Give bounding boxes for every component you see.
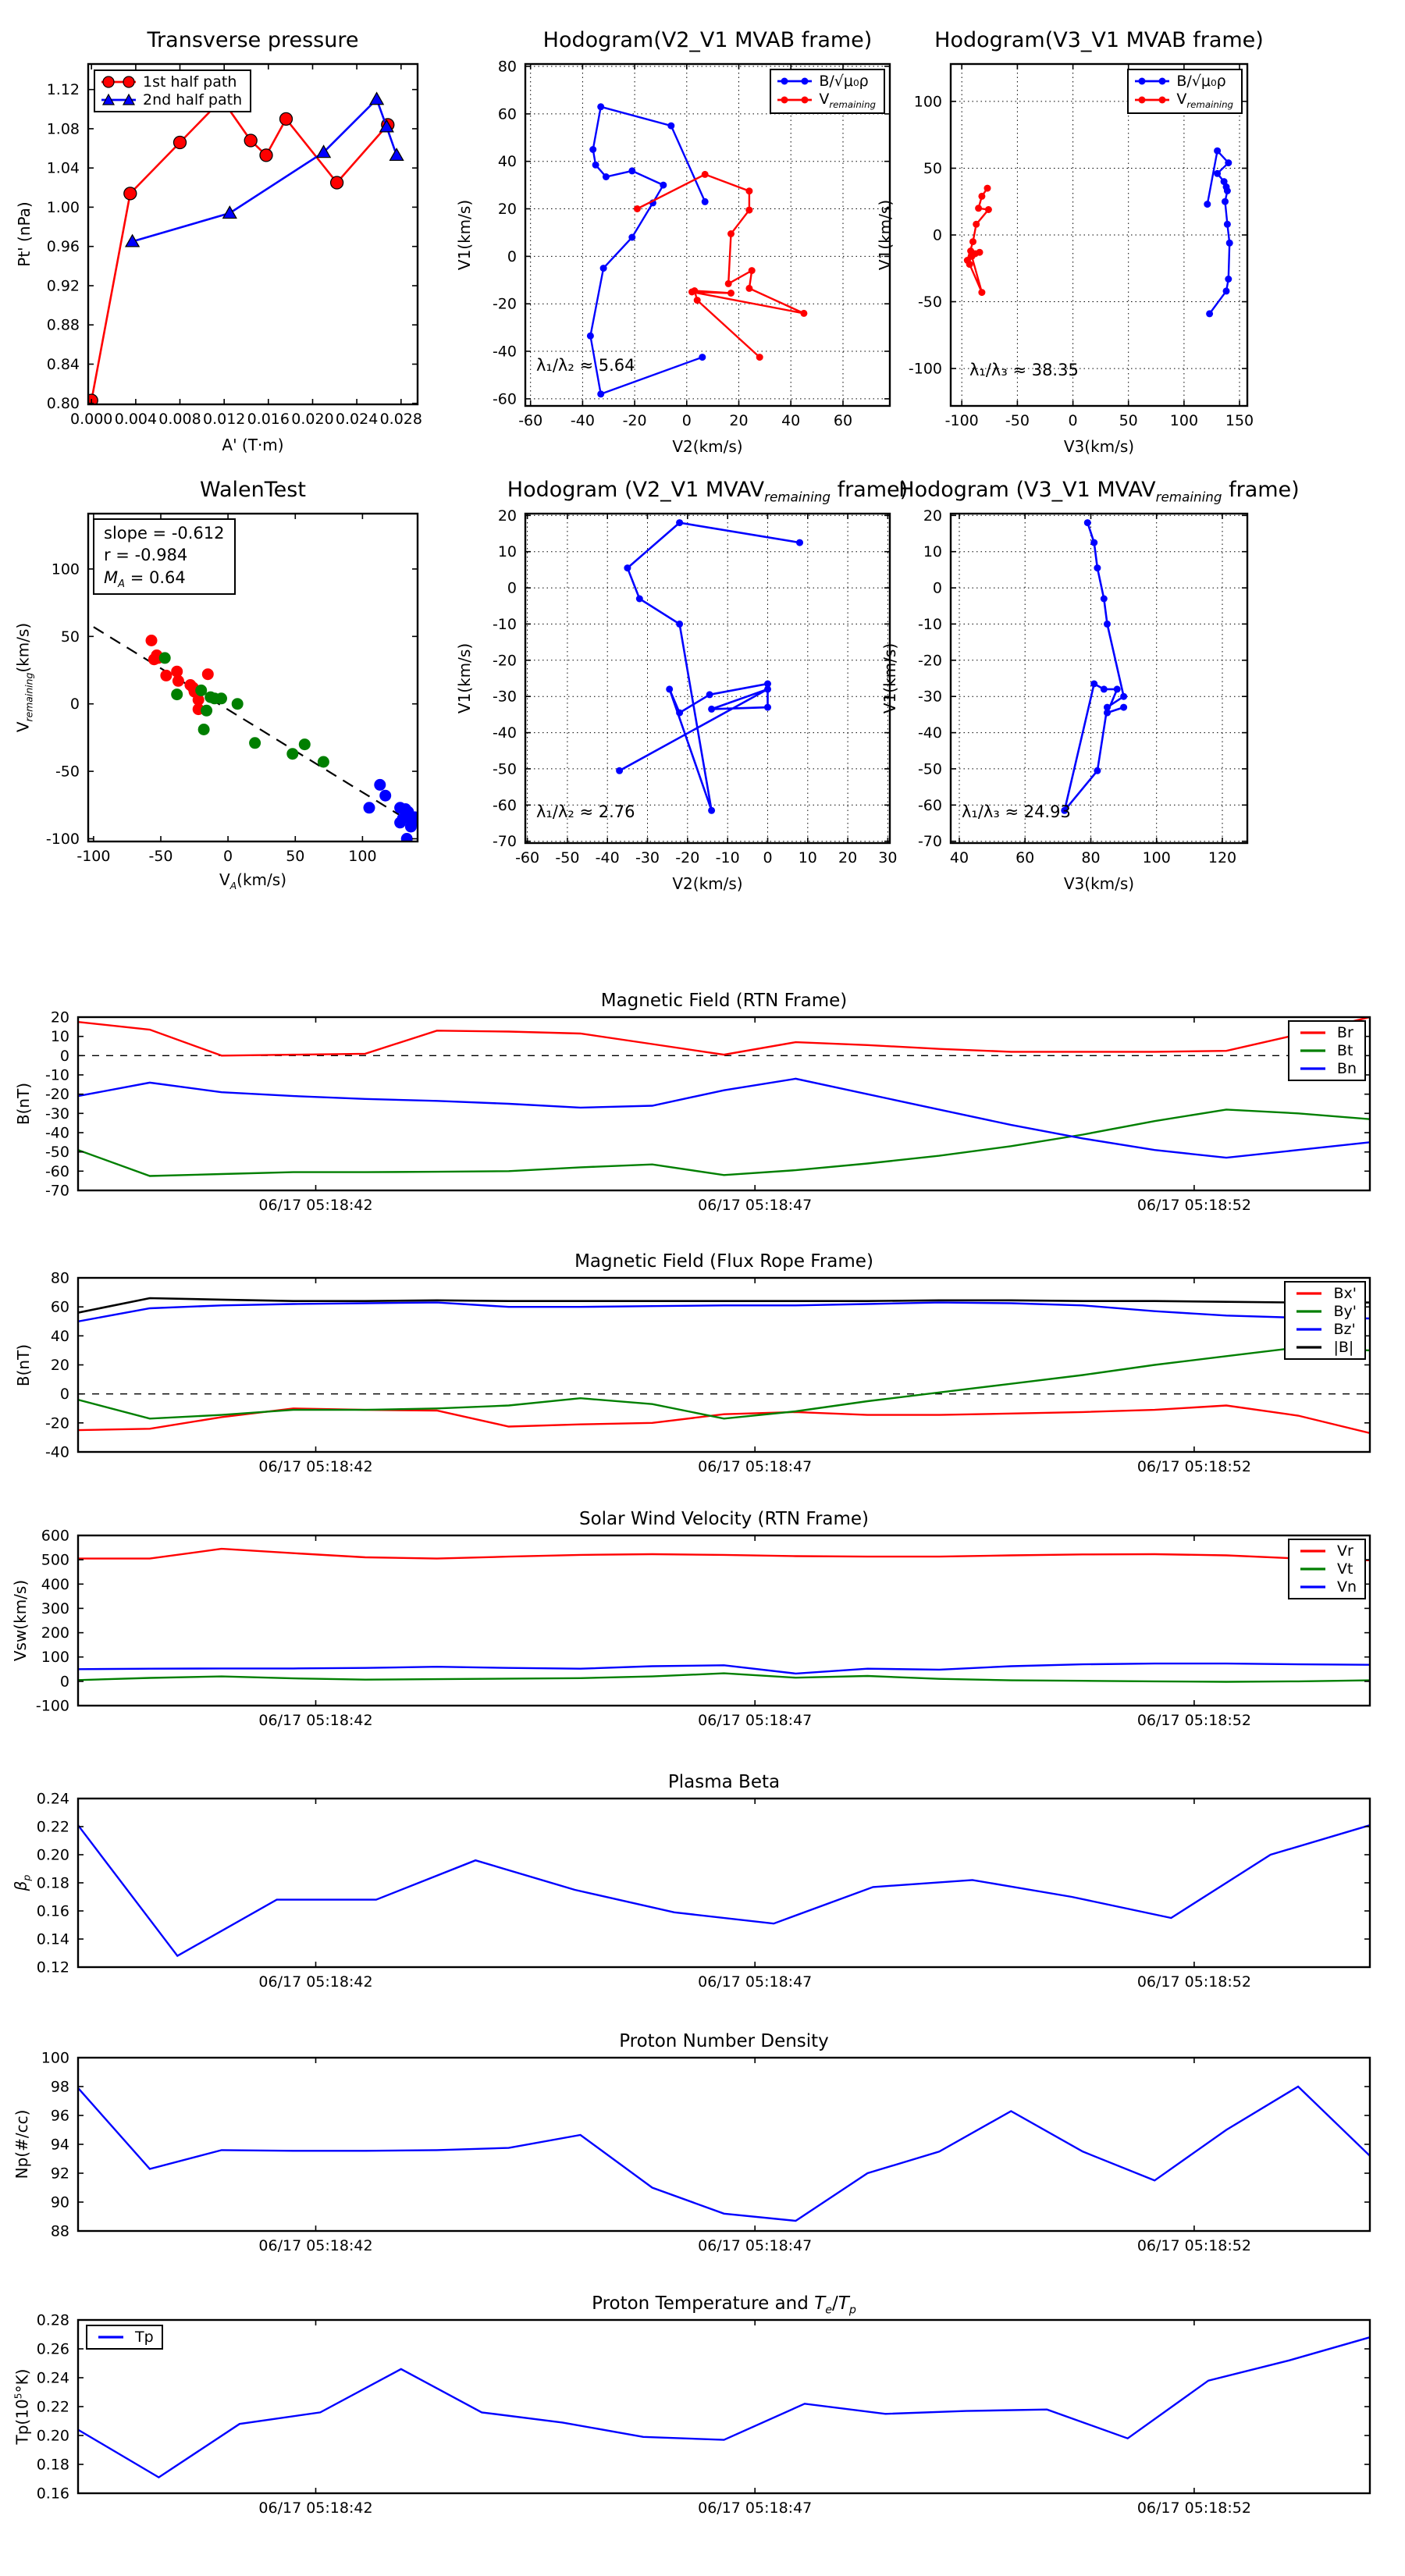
svg-text:-50: -50 bbox=[1005, 412, 1030, 429]
svg-text:100: 100 bbox=[1142, 849, 1171, 866]
legend-line-sample bbox=[1290, 1304, 1328, 1318]
svg-text:-20: -20 bbox=[917, 652, 942, 670]
svg-text:-100: -100 bbox=[908, 360, 942, 378]
x-axis-label: A' (T·m) bbox=[222, 436, 284, 454]
svg-text:0: 0 bbox=[681, 412, 692, 429]
svg-text:100: 100 bbox=[348, 848, 377, 865]
panel-hodogram-v3v1-mvav bbox=[880, 478, 1300, 893]
svg-text:-100: -100 bbox=[35, 1697, 69, 1715]
svg-text:90: 90 bbox=[50, 2194, 69, 2211]
svg-text:50: 50 bbox=[60, 628, 80, 646]
legend-label: B/√μ₀ρ bbox=[819, 73, 869, 90]
svg-text:-70: -70 bbox=[44, 1182, 69, 1200]
walen-stats-box bbox=[93, 518, 236, 595]
svg-text:0.12: 0.12 bbox=[36, 1959, 69, 1976]
legend-line-sample bbox=[1294, 1562, 1332, 1576]
legend-line-sample bbox=[1133, 74, 1171, 88]
svg-text:0: 0 bbox=[932, 579, 942, 597]
svg-text:94: 94 bbox=[50, 2136, 69, 2154]
y-axis-label bbox=[14, 623, 35, 732]
svg-text:60: 60 bbox=[50, 1298, 69, 1316]
panel-title: Proton Number Density bbox=[619, 2031, 829, 2051]
svg-text:-40: -40 bbox=[570, 412, 595, 429]
legend bbox=[94, 69, 251, 112]
ylabel-rest: (km/s) bbox=[13, 622, 33, 673]
legend-line-sample bbox=[1294, 1044, 1332, 1058]
svg-text:0.18: 0.18 bbox=[36, 1874, 69, 1892]
svg-text:100: 100 bbox=[41, 2049, 69, 2067]
svg-text:0: 0 bbox=[1068, 412, 1078, 429]
svg-text:-50: -50 bbox=[917, 294, 942, 311]
svg-text:-50: -50 bbox=[555, 849, 580, 866]
panel-title: Magnetic Field (RTN Frame) bbox=[600, 991, 848, 1011]
legend-label: Vt bbox=[1336, 1560, 1353, 1578]
svg-text:06/17 05:18:42: 06/17 05:18:42 bbox=[258, 1973, 373, 1991]
xlabel-sub: A bbox=[229, 880, 237, 891]
legend-item bbox=[1290, 1339, 1357, 1356]
legend-item bbox=[1294, 1042, 1357, 1059]
svg-text:06/17 05:18:52: 06/17 05:18:52 bbox=[1136, 1712, 1251, 1729]
svg-text:0.004: 0.004 bbox=[114, 411, 158, 428]
svg-text:-60: -60 bbox=[492, 796, 517, 814]
y-axis-label: $\beta_p$ bbox=[11, 1874, 33, 1891]
svg-text:06/17 05:18:47: 06/17 05:18:47 bbox=[698, 2500, 813, 2517]
svg-text:20: 20 bbox=[729, 412, 749, 429]
svg-text:-20: -20 bbox=[675, 849, 700, 866]
hodogram-v3v1-mvav-plot bbox=[917, 507, 1247, 866]
svg-text:0.008: 0.008 bbox=[158, 411, 201, 428]
stat-ma: $M_A = 0.64$ bbox=[104, 568, 186, 590]
svg-text:0: 0 bbox=[763, 849, 773, 866]
svg-text:0.26: 0.26 bbox=[36, 2340, 69, 2358]
legend-line-sample bbox=[92, 2330, 130, 2344]
legend-label: Bz' bbox=[1333, 1321, 1356, 1338]
ylabel-sub: remaining bbox=[23, 672, 35, 722]
legend-item bbox=[1290, 1285, 1357, 1302]
svg-text:06/17 05:18:47: 06/17 05:18:47 bbox=[698, 1458, 813, 1475]
svg-text:60: 60 bbox=[833, 412, 853, 429]
svg-text:-40: -40 bbox=[492, 343, 517, 361]
svg-text:0.000: 0.000 bbox=[69, 411, 113, 428]
svg-text:20: 20 bbox=[497, 507, 517, 525]
legend-label: Bx' bbox=[1333, 1285, 1357, 1302]
legend-label: Vr bbox=[1336, 1542, 1353, 1560]
svg-text:0: 0 bbox=[69, 696, 80, 713]
y-axis-label: V1(km/s) bbox=[880, 642, 899, 714]
legend bbox=[770, 69, 885, 114]
svg-text:96: 96 bbox=[50, 2107, 69, 2125]
panel-title: Hodogram (V3_V1 $MVAV_{remaining}$ frame) bbox=[898, 478, 1300, 505]
svg-text:10: 10 bbox=[50, 1028, 69, 1046]
legend-item bbox=[776, 91, 876, 110]
svg-text:0: 0 bbox=[507, 579, 517, 597]
legend-line-sample bbox=[1294, 1026, 1332, 1040]
svg-text:98: 98 bbox=[50, 2078, 69, 2096]
svg-text:20: 20 bbox=[497, 201, 517, 218]
xlabel-rest: (km/s) bbox=[237, 870, 286, 889]
legend-line-sample bbox=[1294, 1580, 1332, 1594]
svg-text:60: 60 bbox=[1016, 849, 1035, 866]
svg-text:0.88: 0.88 bbox=[46, 316, 80, 334]
svg-text:06/17 05:18:52: 06/17 05:18:52 bbox=[1136, 1197, 1251, 1214]
svg-text:100: 100 bbox=[51, 560, 80, 578]
svg-text:1.00: 1.00 bbox=[46, 198, 80, 216]
svg-text:92: 92 bbox=[50, 2165, 69, 2183]
legend-label: Bt bbox=[1336, 1042, 1353, 1059]
solar-wind-velocity-plot bbox=[35, 1527, 1370, 1729]
svg-text:06/17 05:18:47: 06/17 05:18:47 bbox=[698, 1197, 813, 1214]
legend-item bbox=[1294, 1542, 1357, 1560]
svg-text:88: 88 bbox=[50, 2222, 69, 2240]
svg-text:-30: -30 bbox=[635, 849, 660, 866]
svg-text:0.22: 0.22 bbox=[36, 2398, 69, 2416]
legend bbox=[1284, 1281, 1366, 1360]
legend-item bbox=[1290, 1303, 1357, 1320]
panel-title: Solar Wind Velocity (RTN Frame) bbox=[578, 1509, 870, 1529]
panel-title: Proton Temperature and $T_e/T_p$ bbox=[592, 2293, 856, 2317]
svg-text:0.16: 0.16 bbox=[36, 2485, 69, 2503]
legend bbox=[86, 2325, 163, 2350]
svg-text:0.80: 0.80 bbox=[46, 395, 80, 413]
svg-text:06/17 05:18:42: 06/17 05:18:42 bbox=[258, 1458, 373, 1475]
svg-text:-70: -70 bbox=[492, 833, 517, 851]
svg-text:06/17 05:18:42: 06/17 05:18:42 bbox=[258, 1197, 373, 1214]
stat-slope: slope = -0.612 bbox=[104, 524, 225, 543]
svg-text:-100: -100 bbox=[76, 848, 111, 865]
svg-text:-10: -10 bbox=[44, 1066, 69, 1084]
legend-label: |B| bbox=[1333, 1339, 1354, 1356]
legend-line-sample bbox=[776, 93, 813, 107]
legend-item bbox=[100, 73, 242, 91]
svg-text:120: 120 bbox=[1208, 849, 1237, 866]
svg-text:06/17 05:18:52: 06/17 05:18:52 bbox=[1136, 1973, 1251, 1991]
proton-temperature-plot bbox=[36, 2311, 1370, 2517]
y-axis-label: Pt' (nPa) bbox=[15, 201, 34, 267]
legend-line-sample bbox=[100, 93, 137, 107]
svg-text:-30: -30 bbox=[44, 1105, 69, 1123]
svg-text:0: 0 bbox=[932, 226, 942, 244]
svg-text:0.28: 0.28 bbox=[36, 2311, 69, 2329]
stat-r: r = -0.984 bbox=[104, 546, 188, 565]
svg-text:-20: -20 bbox=[44, 1086, 69, 1104]
svg-text:-20: -20 bbox=[492, 652, 517, 670]
panel-title: Hodogram(V2_V1 MVAB frame) bbox=[542, 28, 873, 52]
svg-text:0: 0 bbox=[59, 1673, 69, 1691]
svg-text:0.20: 0.20 bbox=[36, 2427, 69, 2445]
svg-text:30: 30 bbox=[878, 849, 898, 866]
svg-text:06/17 05:18:42: 06/17 05:18:42 bbox=[258, 2500, 373, 2517]
y-axis-label: $Tp(10^5^\circ K)$ bbox=[12, 2368, 32, 2445]
svg-text:600: 600 bbox=[41, 1527, 69, 1545]
panel-proton-temperature bbox=[12, 2293, 1370, 2517]
svg-text:1.12: 1.12 bbox=[46, 81, 80, 99]
x-axis-label bbox=[88, 870, 418, 891]
legend-item bbox=[1133, 91, 1233, 110]
svg-text:06/17 05:18:52: 06/17 05:18:52 bbox=[1136, 2500, 1251, 2517]
legend bbox=[1288, 1020, 1366, 1081]
hodogram-v3v1-mvab-plot bbox=[908, 64, 1254, 429]
y-axis-label: B(nT) bbox=[14, 1343, 33, 1386]
svg-text:-50: -50 bbox=[55, 763, 80, 781]
svg-text:400: 400 bbox=[41, 1575, 69, 1593]
legend-line-sample bbox=[776, 74, 813, 88]
svg-text:0: 0 bbox=[59, 1047, 69, 1065]
svg-text:20: 20 bbox=[50, 1357, 69, 1374]
svg-text:0.92: 0.92 bbox=[46, 277, 80, 295]
svg-text:-60: -60 bbox=[518, 412, 543, 429]
panel-proton-density bbox=[12, 2031, 1370, 2254]
panel-walen-test bbox=[13, 478, 418, 891]
svg-text:150: 150 bbox=[1225, 412, 1254, 429]
svg-text:-60: -60 bbox=[44, 1162, 69, 1180]
svg-text:-100: -100 bbox=[45, 831, 80, 848]
panel-title: Magnetic Field (Flux Rope Frame) bbox=[574, 1251, 873, 1272]
legend-item bbox=[1290, 1321, 1357, 1338]
legend-line-sample bbox=[1294, 1544, 1332, 1558]
panel-hodogram-v2v1-mvav bbox=[455, 478, 909, 893]
xlabel-main: V bbox=[219, 870, 230, 889]
panel-title: WalenTest bbox=[200, 478, 306, 502]
legend-line-sample bbox=[1290, 1286, 1328, 1300]
panel-hodogram-v2v1-mvab bbox=[455, 28, 890, 456]
eigenvalue-ratio-annotation: λ₁/λ₃ ≈ 24.93 bbox=[962, 802, 1071, 821]
svg-text:06/17 05:18:42: 06/17 05:18:42 bbox=[258, 2237, 373, 2254]
svg-text:100: 100 bbox=[41, 1649, 69, 1667]
legend-item bbox=[100, 91, 242, 109]
svg-text:0.24: 0.24 bbox=[36, 2369, 69, 2387]
legend-line-sample bbox=[1290, 1340, 1328, 1354]
ylabel-main: V bbox=[13, 721, 33, 733]
legend bbox=[1127, 69, 1243, 114]
svg-text:80: 80 bbox=[497, 58, 517, 76]
legend-label: Tp bbox=[135, 2329, 154, 2346]
legend-label: 1st half path bbox=[143, 73, 237, 91]
svg-text:0: 0 bbox=[59, 1386, 69, 1404]
svg-text:-20: -20 bbox=[492, 295, 517, 313]
svg-text:80: 80 bbox=[50, 1269, 69, 1287]
panel-hodogram-v3v1-mvab bbox=[876, 28, 1264, 456]
legend-item bbox=[776, 73, 876, 90]
legend-item bbox=[1294, 1578, 1357, 1596]
eigenvalue-ratio-annotation: λ₁/λ₂ ≈ 5.64 bbox=[536, 356, 635, 375]
svg-text:100: 100 bbox=[1169, 412, 1199, 429]
svg-text:06/17 05:18:52: 06/17 05:18:52 bbox=[1136, 2237, 1251, 2254]
svg-text:0.024: 0.024 bbox=[335, 411, 379, 428]
svg-text:-10: -10 bbox=[715, 849, 740, 866]
svg-text:500: 500 bbox=[41, 1551, 69, 1569]
panel-title: Hodogram (V2_V1 $MVAV_{remaining}$ frame) bbox=[507, 478, 909, 505]
svg-text:-50: -50 bbox=[917, 760, 942, 778]
svg-text:100: 100 bbox=[913, 93, 942, 111]
svg-text:06/17 05:18:47: 06/17 05:18:47 bbox=[698, 2237, 813, 2254]
svg-text:-100: -100 bbox=[944, 412, 979, 429]
svg-text:50: 50 bbox=[923, 160, 942, 177]
svg-text:-50: -50 bbox=[492, 760, 517, 778]
legend-line-sample bbox=[100, 75, 137, 89]
svg-text:40: 40 bbox=[497, 153, 517, 171]
svg-text:20: 20 bbox=[838, 849, 858, 866]
svg-text:-10: -10 bbox=[917, 615, 942, 633]
svg-text:50: 50 bbox=[286, 848, 305, 865]
svg-text:-70: -70 bbox=[917, 833, 942, 851]
svg-text:-60: -60 bbox=[492, 390, 517, 408]
svg-text:0.96: 0.96 bbox=[46, 238, 80, 256]
legend-label: Vn bbox=[1336, 1578, 1357, 1596]
svg-text:0: 0 bbox=[507, 247, 517, 265]
proton-density-plot bbox=[41, 2049, 1370, 2254]
svg-text:200: 200 bbox=[41, 1624, 69, 1642]
svg-text:-10: -10 bbox=[492, 615, 517, 633]
legend-item bbox=[1294, 1060, 1357, 1077]
transverse-pressure-plot bbox=[46, 64, 423, 428]
panel-transverse-pressure bbox=[15, 28, 423, 454]
svg-text:1.08: 1.08 bbox=[46, 120, 80, 138]
eigenvalue-ratio-annotation: λ₁/λ₃ ≈ 38.35 bbox=[969, 361, 1079, 379]
svg-text:20: 20 bbox=[923, 507, 942, 525]
svg-text:-60: -60 bbox=[917, 796, 942, 814]
svg-text:60: 60 bbox=[497, 105, 517, 123]
svg-text:-50: -50 bbox=[44, 1144, 69, 1162]
svg-text:0.16: 0.16 bbox=[36, 1902, 69, 1920]
svg-text:0.012: 0.012 bbox=[202, 411, 246, 428]
eigenvalue-ratio-annotation: λ₁/λ₂ ≈ 2.76 bbox=[536, 802, 635, 821]
legend-item bbox=[1294, 1024, 1357, 1041]
svg-text:-30: -30 bbox=[492, 688, 517, 706]
magnetic-field-rtn-plot bbox=[44, 1009, 1370, 1214]
x-axis-label: V3(km/s) bbox=[1063, 874, 1135, 893]
svg-text:10: 10 bbox=[497, 543, 517, 561]
svg-text:06/17 05:18:52: 06/17 05:18:52 bbox=[1136, 1458, 1251, 1475]
svg-text:0.020: 0.020 bbox=[291, 411, 334, 428]
legend-label: Br bbox=[1336, 1024, 1353, 1041]
svg-text:0.18: 0.18 bbox=[36, 2456, 69, 2474]
svg-text:1.04: 1.04 bbox=[46, 159, 80, 177]
svg-text:300: 300 bbox=[41, 1599, 69, 1617]
svg-text:-20: -20 bbox=[44, 1414, 69, 1432]
svg-text:-40: -40 bbox=[917, 724, 942, 742]
svg-text:0.20: 0.20 bbox=[36, 1846, 69, 1864]
svg-text:10: 10 bbox=[798, 849, 817, 866]
svg-text:80: 80 bbox=[1081, 849, 1101, 866]
legend-item bbox=[1133, 73, 1233, 90]
panel-plasma-beta bbox=[11, 1772, 1370, 1991]
legend-line-sample bbox=[1294, 1062, 1332, 1076]
y-axis-label: B(nT) bbox=[14, 1082, 33, 1126]
plasma-beta-plot bbox=[36, 1790, 1370, 1991]
y-axis-label: Vsw(km/s) bbox=[11, 1579, 30, 1662]
legend-label: B/√μ₀ρ bbox=[1176, 73, 1226, 90]
panel-magnetic-field-fluxrope bbox=[14, 1251, 1370, 1475]
legend bbox=[1288, 1539, 1366, 1599]
hodogram-v2v1-mvav-plot bbox=[492, 507, 898, 866]
svg-text:-40: -40 bbox=[44, 1124, 69, 1142]
legend-line-sample bbox=[1133, 93, 1171, 107]
svg-text:-20: -20 bbox=[622, 412, 647, 429]
y-axis-label: V1(km/s) bbox=[876, 199, 895, 271]
y-axis-label: V1(km/s) bbox=[455, 199, 474, 271]
legend-label: By' bbox=[1333, 1303, 1357, 1320]
svg-text:40: 40 bbox=[781, 412, 801, 429]
svg-text:-60: -60 bbox=[515, 849, 540, 866]
legend-label: $V_{remaining}$ bbox=[819, 91, 876, 110]
svg-text:20: 20 bbox=[50, 1009, 69, 1026]
svg-text:50: 50 bbox=[1119, 412, 1138, 429]
panel-title: Plasma Beta bbox=[667, 1772, 781, 1792]
panel-magnetic-field-rtn bbox=[14, 991, 1370, 1214]
svg-text:06/17 05:18:47: 06/17 05:18:47 bbox=[698, 1973, 813, 1991]
svg-text:0.028: 0.028 bbox=[379, 411, 423, 428]
svg-text:-40: -40 bbox=[44, 1443, 69, 1461]
svg-text:40: 40 bbox=[50, 1327, 69, 1345]
panel-title: Transverse pressure bbox=[147, 28, 359, 52]
panel-solar-wind-velocity bbox=[11, 1509, 1370, 1729]
svg-text:40: 40 bbox=[949, 849, 969, 866]
svg-text:-50: -50 bbox=[148, 848, 173, 865]
svg-text:0.22: 0.22 bbox=[36, 1818, 69, 1836]
svg-text:0.016: 0.016 bbox=[247, 411, 290, 428]
svg-text:0.24: 0.24 bbox=[36, 1790, 69, 1808]
y-axis-label: Np(#/cc) bbox=[12, 2109, 31, 2179]
svg-text:0: 0 bbox=[223, 848, 233, 865]
legend-label: Bn bbox=[1336, 1060, 1357, 1077]
legend-item bbox=[1294, 1560, 1357, 1578]
hodogram-v2v1-mvab-plot bbox=[492, 58, 890, 429]
svg-text:-30: -30 bbox=[917, 688, 942, 706]
panel-title: Hodogram(V3_V1 MVAB frame) bbox=[934, 28, 1264, 52]
svg-text:0.14: 0.14 bbox=[36, 1930, 69, 1948]
legend-label: 2nd half path bbox=[143, 91, 243, 109]
svg-text:0.84: 0.84 bbox=[46, 356, 80, 373]
legend-label: $V_{remaining}$ bbox=[1176, 91, 1233, 110]
x-axis-label: V3(km/s) bbox=[1063, 437, 1135, 456]
magnetic-field-fluxrope-plot bbox=[44, 1269, 1370, 1475]
y-axis-label: V1(km/s) bbox=[455, 642, 474, 714]
x-axis-label: V2(km/s) bbox=[672, 874, 743, 893]
x-axis-label: V2(km/s) bbox=[672, 437, 743, 456]
svg-text:06/17 05:18:42: 06/17 05:18:42 bbox=[258, 1712, 373, 1729]
svg-text:-40: -40 bbox=[595, 849, 620, 866]
legend-line-sample bbox=[1290, 1322, 1328, 1336]
svg-text:-40: -40 bbox=[492, 724, 517, 742]
svg-text:06/17 05:18:47: 06/17 05:18:47 bbox=[698, 1712, 813, 1729]
legend-item bbox=[92, 2329, 154, 2346]
svg-text:10: 10 bbox=[923, 543, 942, 561]
